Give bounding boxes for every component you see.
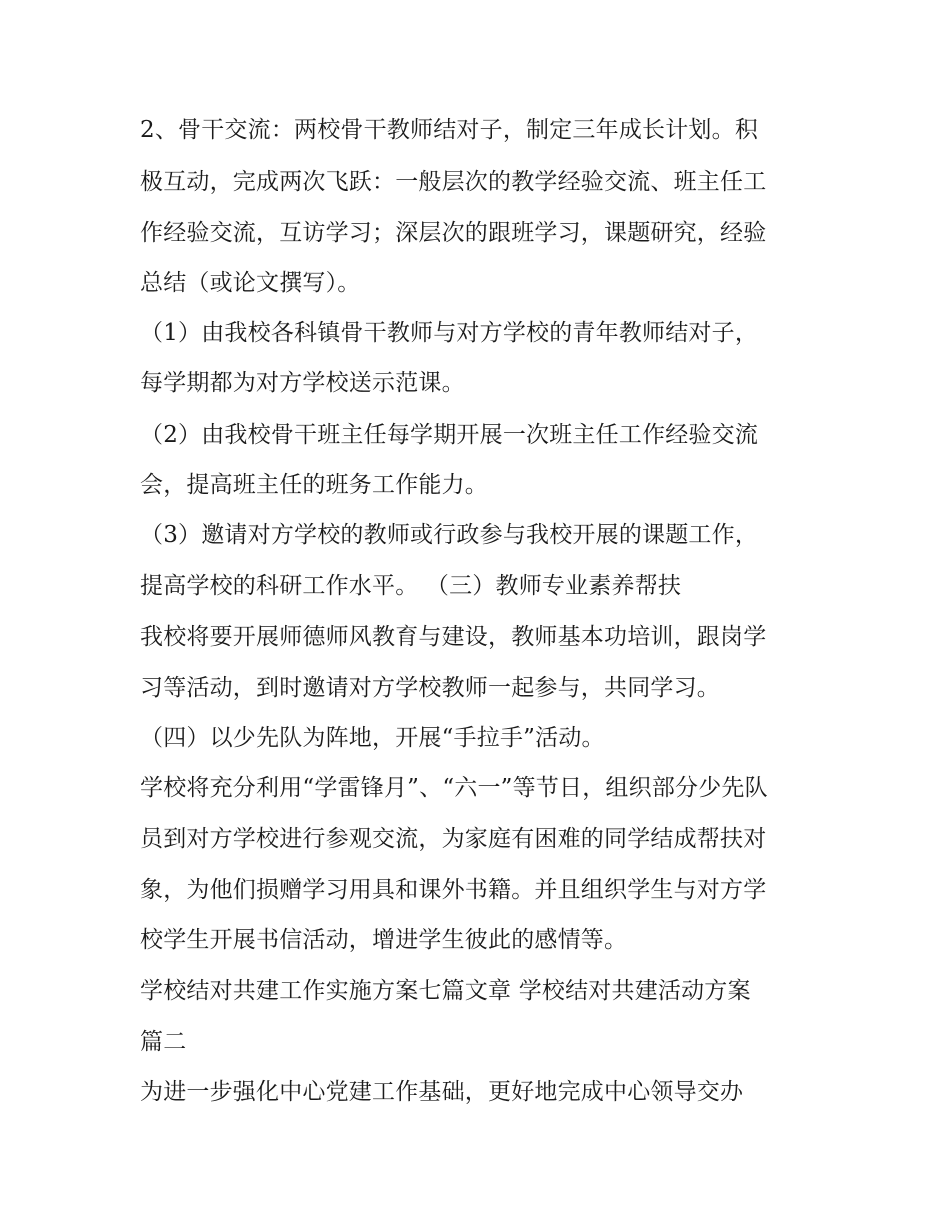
- text-line: 象，为他们损赠学习用具和课外书籍。并且组织学生与对方学: [140, 877, 767, 903]
- text-line: 会，提高班主任的班务工作能力。: [140, 472, 488, 498]
- text-line: 总结（或论文撰写）。: [140, 270, 361, 296]
- text-line: 学校结对共建工作实施方案七篇文章 学校结对共建活动方案: [140, 978, 751, 1004]
- text-line: 作经验交流，互访学习；深层次的跟班学习，课题研究，经验: [140, 220, 767, 246]
- text-line: 员到对方学校进行参观交流，为家庭有困难的同学结成帮扶对: [140, 826, 767, 852]
- text-line: 极互动，完成两次飞跃：一般层次的教学经验交流、班主任工: [140, 169, 767, 195]
- text-line: 篇二: [140, 1029, 187, 1055]
- text-line: 习等活动，到时邀请对方学校教师一起参与，共同学习。: [140, 675, 720, 701]
- text-line: 我校将要开展师德师风教育与建设，教师基本功培训，跟岗学: [140, 624, 767, 650]
- text-line: （3）邀请对方学校的教师或行政参与我校开展的课题工作，: [140, 522, 759, 548]
- text-line: （1）由我校各科镇骨干教师与对方学校的青年教师结对子，: [140, 320, 759, 346]
- text-line: （四）以少先队为阵地，开展“手拉手”活动。: [140, 725, 605, 751]
- text-line: 为进一步强化中心党建工作基础，更好地完成中心领导交办: [140, 1079, 744, 1105]
- text-line: 校学生开展书信活动，增进学生彼此的感情等。: [140, 927, 628, 953]
- text-line: 每学期都为对方学校送示范课。: [140, 370, 465, 396]
- text-line: 2、骨干交流：两校骨干教师结对子，制定三年成长计划。积: [140, 117, 759, 143]
- text-line: （2）由我校骨干班主任每学期开展一次班主任工作经验交流: [140, 422, 759, 448]
- text-line: 提高学校的科研工作水平。 （三）教师专业素养帮扶: [140, 573, 682, 599]
- text-line: 学校将充分利用“学雷锋月”、“六一”等节日，组织部分少先队: [140, 775, 768, 801]
